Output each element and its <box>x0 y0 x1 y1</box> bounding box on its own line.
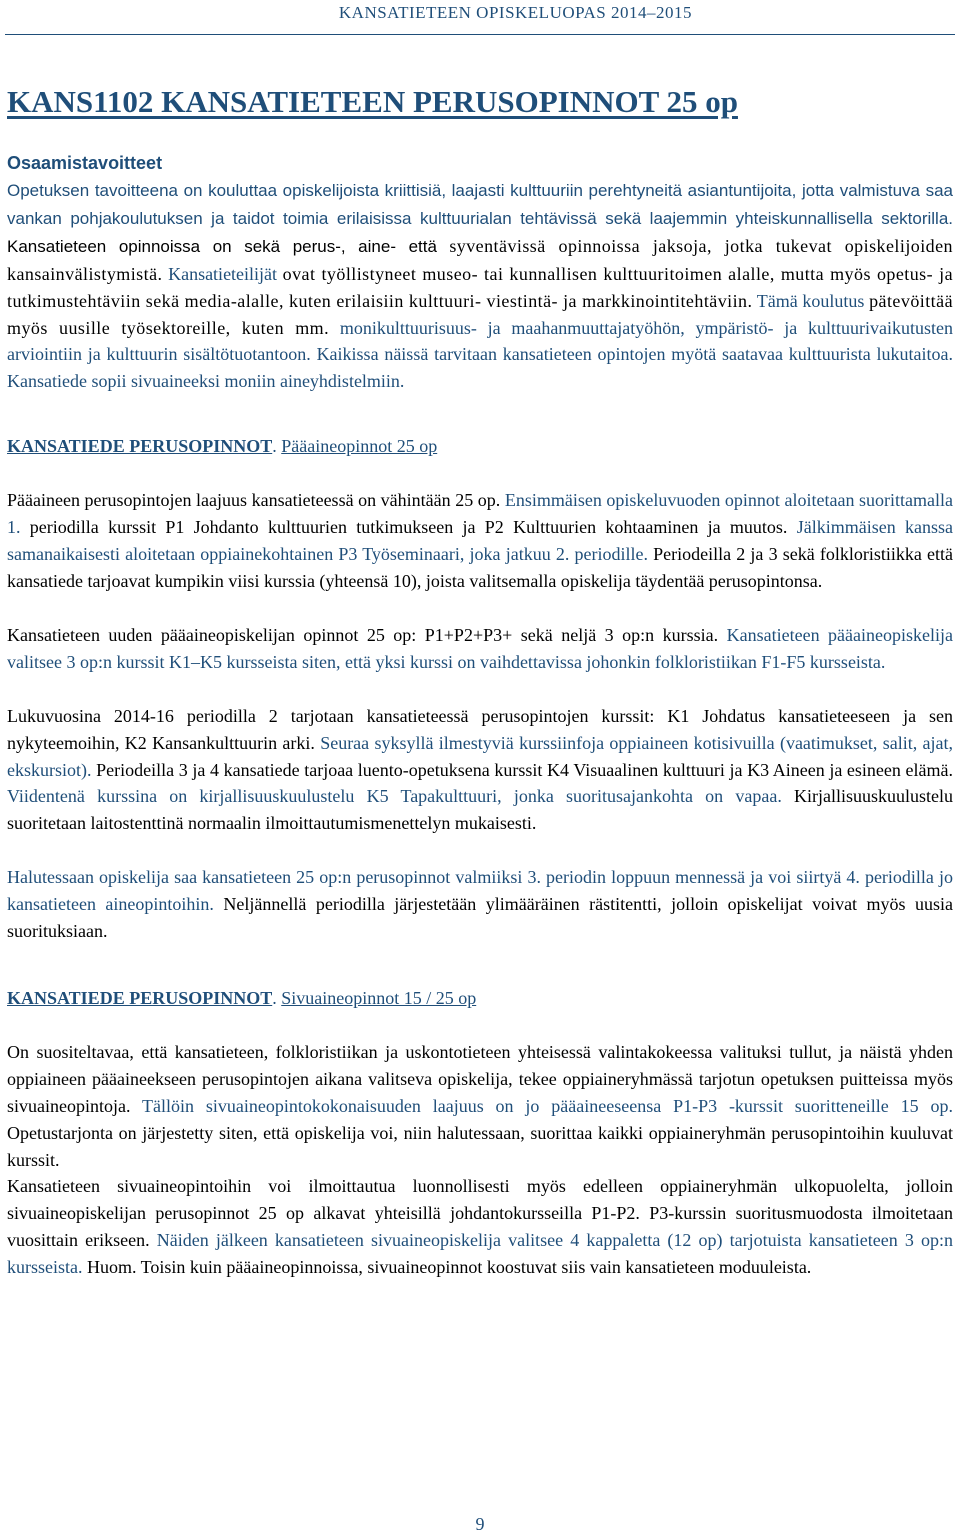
paa-text-2a: Kansatieteen uuden pääaineopiskelijan opinnot 25 op: P1+P2+P3+ sekä neljä 3 op:n kurssia. <box>7 624 719 645</box>
osaamis-text-1: Opetuksen tavoitteena on kouluttaa opiskelijoista kriittisiä, laajasti kulttuuriin perehtyneitä asiantuntijoita, jotta valmistuva saa vankan pohjakoulutuksen ja taidot toimia erilaisissa kulttuurialan tehtävissä sekä laajemmin yhteiskunnallisella sektorilla. <box>7 181 953 228</box>
paaaine-paragraph-1 <box>7 487 953 595</box>
osaamis-text-8: monikulttuurisuus- ja maahanmuuttajatyöhön, ympäristö- ja kulttuurivaikutusten arviointiin ja kulttuurin sisältötuotantoon. <box>7 317 954 365</box>
page-title: KANS1102 KANSATIETEEN PERUSOPINNOT 25 op <box>7 84 738 119</box>
sivu-text-2a: Kansatieteen sivuaineopintoihin voi ilmoittautua luonnollisesti myös edelleen oppiaineryhmän ulkopuolelta, jolloin sivuaineopiskelijan perusopinnot 25 op alkavat yhteisillä johdantokursseilla P1-P2. P3-kurssin suoritusmuodosta ilmoitetaan vuosittain erikseen. <box>7 1176 953 1251</box>
sivu-text-1b: Tällöin sivuaineopintokokonaisuuden laajuus on jo pääaineeseensa P1-P3 -kurssit suoritteneille 15 op. <box>142 1095 953 1116</box>
osaamis-text-7: pätevöittää myös uusille työsektoreille, kuten mm. <box>7 290 954 338</box>
sivuaine-heading-main: KANSATIEDE PERUSOPINNOT <box>7 987 273 1008</box>
paa-text-3b: Seuraa syksyllä ilmestyviä kurssiinfoja oppiaineen kotisivuilla (vaatimukset, salit, ajat, ekskursiot). <box>7 732 954 780</box>
paa-text-1b: Ensimmäisen opiskeluvuoden opinnot aloitetaan suorittamalla 1. <box>7 490 953 538</box>
osaamis-text-2: Kansatieteen opinnoissa on sekä perus-, aine- että <box>7 236 437 256</box>
osaamis-text-4: Kansatieteilijät <box>168 263 278 284</box>
sivuaine-heading: KANSATIEDE PERUSOPINNOT. Sivuaineopinnot 15 / 25 op <box>7 987 477 1008</box>
paa-text-1d: Jälkimmäisen kanssa samanaikaisesti aloitetaan oppiainekohtainen P3 Työseminaari, joka jatkuu 2. periodille. <box>7 517 953 565</box>
osaamis-text-5: ovat työllistyneet museo- tai kunnallisen kulttuuritoimen alalle, mutta myös opetus- ja tutkimustehtäviin sekä media-alalle, kuten erilaisiin kulttuuri- viestintä- ja markkinointitehtäviin. <box>7 263 954 311</box>
osaamistavoitteet-heading: Osaamistavoitteet <box>7 153 163 173</box>
paa-text-4b: Neljännellä periodilla järjestetään ylimääräinen rästitentti, jolloin opiskelijat voivat myös uusia suorituksiaan. <box>7 894 954 942</box>
sivuaine-heading-sub: Sivuaineopinnot 15 / 25 op <box>281 987 477 1008</box>
sivu-text-2c: Huom. Toisin kuin pääaineopinnoissa, sivuaineopinnot koostuvat siis vain kansatieteen moduuleista. <box>87 1257 812 1278</box>
paa-text-1c: periodilla kurssit P1 Johdanto kulttuurien tutkimukseen ja P2 Kulttuurien kohtaaminen ja muutos. <box>29 517 788 538</box>
paaaine-paragraph-2 <box>7 622 953 676</box>
document-body <box>7 150 953 1281</box>
paaaine-paragraph-4 <box>7 864 953 945</box>
osaamis-text-3: syventävissä opinnoissa jaksoja, jotka tukevat opiskelijoiden kansainvälistymistä. <box>7 235 954 284</box>
paaaine-heading-main: KANSATIEDE PERUSOPINNOT <box>7 436 273 457</box>
paa-text-3c: Periodeilla 3 ja 4 kansatiede tarjoaa luento-opetuksena kurssit K4 Visuaalinen kulttuuri ja K3 Aineen ja esineen elämä. <box>96 759 954 780</box>
running-header: KANSATIETEEN OPISKELUOPAS 2014–2015 <box>338 3 692 22</box>
paa-text-1e: Periodeilla 2 ja 3 sekä folkloristiikka että kansatiede tarjoavat kumpikin viisi kurssia (yhteensä 10), joista valitsemalla opiskelija täydentää perusopintonsa. <box>7 544 953 591</box>
paa-text-4a: Halutessaan opiskelija saa kansatieteen 25 op:n perusopinnot valmiiksi 3. periodin loppuun mennessä ja voi siirtyä 4. periodilla jo kansatieteen aineopintoihin. <box>7 867 953 915</box>
paaaine-heading-sub: Pääaineopinnot 25 op <box>281 436 438 457</box>
paa-text-2b: Kansatieteen pääaineopiskelija valitsee 3 op:n kurssit K1–K5 kursseista siten, että yksi kurssi on vaihdettavissa johonkin folkloristiikan F1-F5 kursseista. <box>7 624 953 672</box>
paa-text-3a: Lukuvuosina 2014-16 periodilla 2 tarjotaan kansatieteessä perusopintojen kurssit: K1 Johdatus kansatieteeseen ja sen nykyteemoihin, K2 Kansankulttuurin arki. <box>7 705 953 753</box>
page-number: 9 <box>475 1514 485 1534</box>
sivuaine-paragraph-2 <box>7 1173 953 1281</box>
paa-text-1a: Pääaineen perusopintojen laajuus kansatieteessä on vähintään 25 op. <box>7 490 501 511</box>
osaamis-text-9: Kaikissa näissä tarvitaan kansatieteen opintojen myötä saatavaa kulttuurista lukutaitoa. Kansatiede sopii sivuaineeksi moniin aineyhdistelmiin. <box>7 344 954 392</box>
sivu-text-1c: Opetustarjonta on järjestetty siten, että opiskelija voi, niin halutessaan, suorittaa kaikki oppiaineryhmän perusopintoihin kuuluvat kurssit. <box>7 1122 953 1170</box>
sivu-text-1a: On suositeltavaa, että kansatieteen, folkloristiikan ja uskontotieteen yhteisessä valintakokeessa valituksi tullut, ja näistä yhden oppiaineen pääaineekseen perusopintojen aikana valitseva opiskelija, tekee oppiaineryhmässä tarjotun opetuksen puitteissa myös sivuaineopintoja. <box>7 1041 953 1116</box>
osaamis-text-6: Tämä koulutus <box>756 290 865 311</box>
paa-text-3d: Viidentenä kurssina on kirjallisuuskuulustelu K5 Tapakulttuuri, jonka suoritusajankohta on vapaa. <box>7 786 782 807</box>
paaaine-paragraph-3 <box>7 703 953 838</box>
paaaine-heading: KANSATIEDE PERUSOPINNOT. Pääaineopinnot 25 op <box>7 436 438 457</box>
paa-text-3e: Kirjallisuuskuulustelu suoritetaan laitostenttinä normaalin ilmoittautumismenettelyn mukaisesti. <box>7 786 954 834</box>
sivu-text-2b: Näiden jälkeen kansatieteen sivuaineopiskelija valitsee 4 kappaletta (12 op) tarjotuista kansatieteen 3 op:n kursseista. <box>7 1230 953 1278</box>
sivuaine-paragraph-1 <box>7 1039 953 1174</box>
osaamistavoitteet-paragraph <box>7 177 953 395</box>
header-divider <box>5 34 955 35</box>
